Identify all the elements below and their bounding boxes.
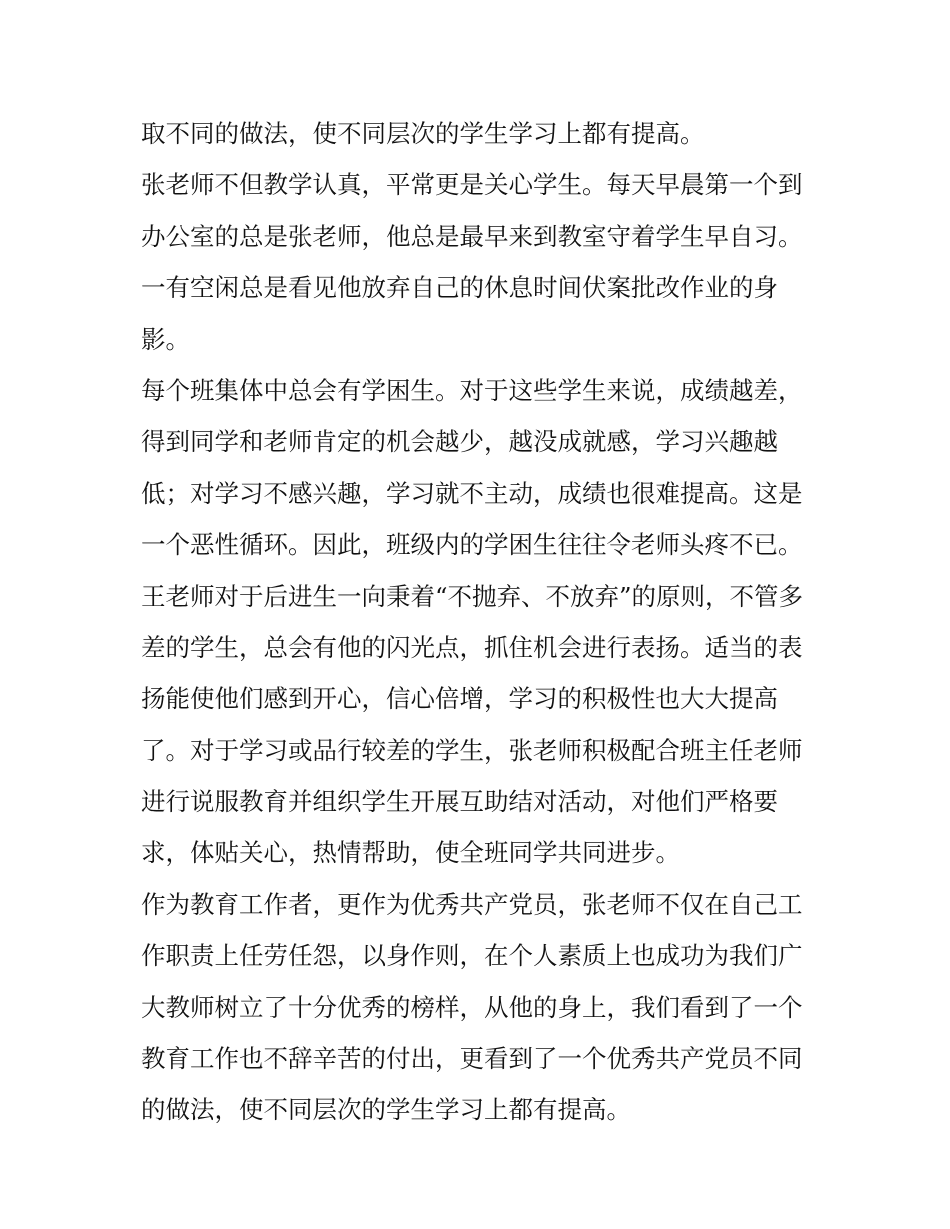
text-line: 的做法，使不同层次的学生学习上都有提高。: [141, 1095, 631, 1125]
text-line: 影。: [141, 324, 190, 354]
text-line: 求，体贴关心，热情帮助，使全班同学共同进步。: [141, 838, 680, 868]
text-line: 低；对学习不感兴趣，学习就不主动，成绩也很难提高。这是: [141, 478, 803, 508]
text-line: 一个恶性循环。因此，班级内的学困生往往令老师头疼不已。: [141, 530, 803, 560]
text-line: 王老师对于后进生一向秉着“不抛弃、不放弃”的原则，不管多: [141, 581, 804, 611]
text-line: 得到同学和老师肯定的机会越少，越没成就感，学习兴趣越: [141, 427, 778, 457]
text-line: 大教师树立了十分优秀的榜样，从他的身上，我们看到了一个: [141, 992, 803, 1022]
text-line: 扬能使他们感到开心，信心倍增，学习的积极性也大大提高: [141, 684, 778, 714]
text-line: 取不同的做法，使不同层次的学生学习上都有提高。: [141, 119, 705, 148]
text-line: 作为教育工作者，更作为优秀共产党员，张老师不仅在自己工: [141, 889, 803, 919]
text-line: 一有空闲总是看见他放弃自己的休息时间伏案批改作业的身: [141, 273, 778, 303]
text-line: 办公室的总是张老师，他总是最早来到教室守着学生早自习。: [141, 221, 803, 251]
text-line: 教育工作也不辞辛苦的付出，更看到了一个优秀共产党员不同: [141, 1044, 803, 1074]
document-body: [141, 108, 821, 1136]
text-line: 了。对于学习或品行较差的学生，张老师积极配合班主任老师: [141, 735, 803, 765]
text-line: 进行说服教育并组织学生开展互助结对活动，对他们严格要: [141, 787, 778, 817]
text-line: 每个班集体中总会有学困生。对于这些学生来说，成绩越差，: [141, 375, 803, 405]
text-line: 作职责上任劳任怨，以身作则，在个人素质上也成功为我们广: [141, 941, 803, 971]
text-line: 张老师不但教学认真，平常更是关心学生。每天早晨第一个到: [141, 170, 803, 200]
text-line: 差的学生，总会有他的闪光点，抓住机会进行表扬。适当的表: [141, 632, 803, 662]
